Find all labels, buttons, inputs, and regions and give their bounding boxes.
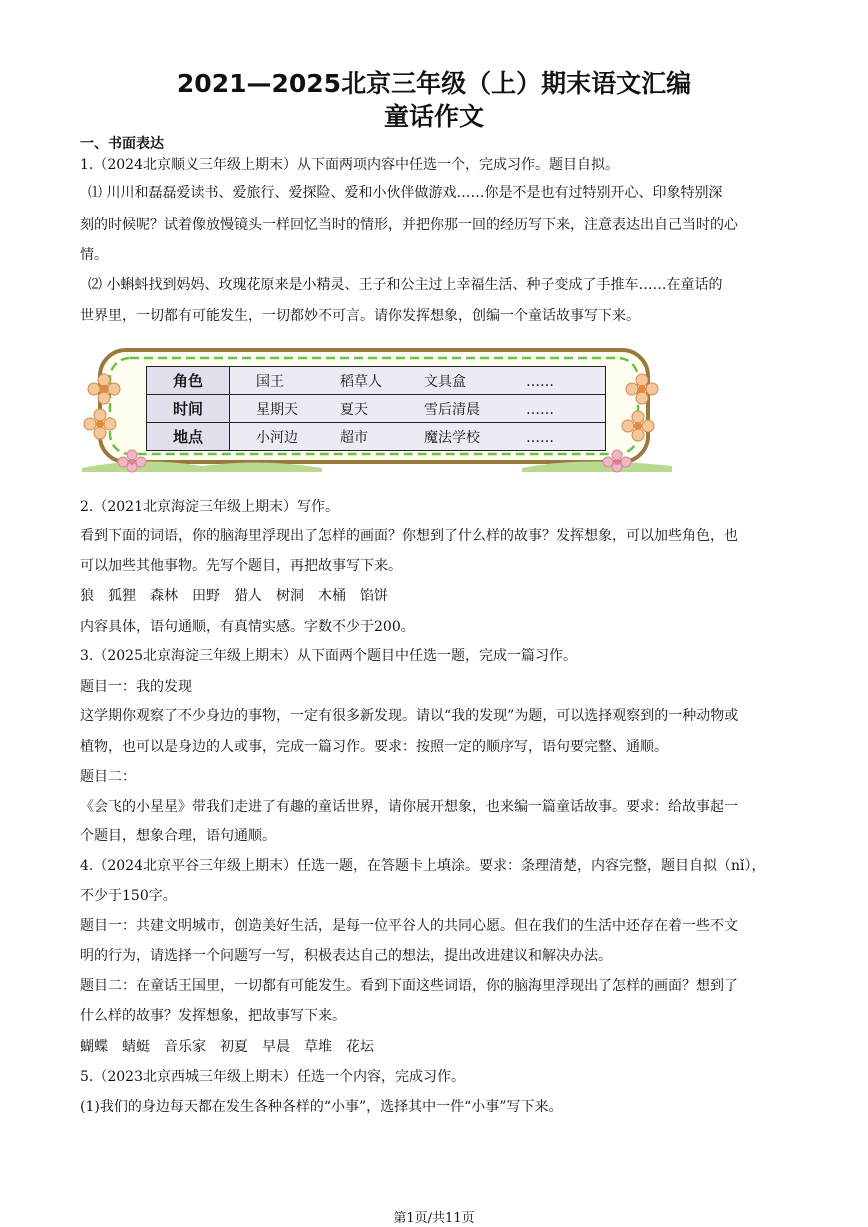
table-row bbox=[147, 367, 606, 395]
text-line: 《会飞的小星星》带我们走进了有趣的童话世界，请你展开想象，也来编一篇童话故事。要求：给故事起一 bbox=[80, 799, 738, 815]
text-line: 1.（2024北京顺义三年级上期末）从下面两项内容中任选一个，完成习作。题目自拟。 bbox=[80, 157, 619, 173]
row-header: 角色 bbox=[147, 367, 230, 395]
text-line: 看到下面的词语，你的脑海里浮现出了怎样的画面？你想到了什么样的故事？发挥想象，可以加些角色，也 bbox=[80, 528, 738, 544]
document-subtitle: 童话作文 bbox=[383, 102, 484, 131]
text-line: 植物，也可以是身边的人或事，完成一篇习作。要求：按照一定的顺序写，语句要完整、通顺。 bbox=[80, 739, 668, 755]
table-cell: 魔法学校 bbox=[424, 429, 480, 446]
text-line: 5.（2023北京西城三年级上期末）任选一个内容，完成习作。 bbox=[80, 1069, 465, 1085]
text-line: (1)我们的身边每天都在发生各种各样的“小事”，选择其中一件“小事”写下来。 bbox=[80, 1099, 563, 1115]
text-line: 内容具体，语句通顺，有真情实感。字数不少于200。 bbox=[80, 619, 415, 635]
row-values bbox=[230, 395, 606, 423]
text-line: ⑴ 川川和磊磊爱读书、爱旅行、爱探险、爱和小伙伴做游戏……你是不是也有过特别开心、印象特别深 bbox=[88, 185, 723, 201]
story-elements-frame bbox=[82, 344, 672, 476]
table-cell: 稻草人 bbox=[340, 373, 382, 390]
row-header: 时间 bbox=[147, 395, 230, 423]
table-cell: 文具盒 bbox=[424, 373, 466, 390]
row-header: 地点 bbox=[147, 423, 230, 451]
table-cell: 超市 bbox=[340, 429, 368, 446]
table-row bbox=[147, 395, 606, 423]
table-cell: 星期天 bbox=[256, 401, 298, 418]
text-line: 题目二：在童话王国里，一切都有可能发生。看到下面这些词语，你的脑海里浮现出了怎样的画面？想到了 bbox=[80, 978, 738, 994]
row-values bbox=[230, 367, 606, 395]
text-line: ⑵ 小蝌蚪找到妈妈、玫瑰花原来是小精灵、王子和公主过上幸福生活、种子变成了手推车……在童话的 bbox=[88, 277, 723, 293]
text-line: 题目一：我的发现 bbox=[80, 679, 192, 695]
table-cell: 夏天 bbox=[340, 401, 368, 418]
table-cell: …… bbox=[526, 373, 554, 390]
text-line: 这学期你观察了不少身边的事物，一定有很多新发现。请以“我的发现”为题，可以选择观察到的一种动物或 bbox=[80, 708, 739, 724]
word-list: 狼 狐狸 森林 田野 猎人 树洞 木桶 馅饼 bbox=[80, 588, 388, 604]
story-elements-table bbox=[146, 366, 606, 451]
text-line: 个题目，想象合理，语句通顺。 bbox=[80, 828, 276, 844]
text-line: 世界里，一切都有可能发生，一切都妙不可言。请你发挥想象，创编一个童话故事写下来。 bbox=[80, 308, 640, 324]
text-line: 刻的时候呢？试着像放慢镜头一样回忆当时的情形，并把你那一回的经历写下来，注意表达出自己当时的心 bbox=[80, 217, 738, 233]
page-number: 第1页/共11页 bbox=[393, 1211, 475, 1226]
text-line: 4.（2024北京平谷三年级上期末）任选一题，在答题卡上填涂。要求：条理清楚，内容完整，题目自拟（nǐ）， bbox=[80, 858, 766, 874]
table-cell: …… bbox=[526, 429, 554, 446]
text-line: 题目一：共建文明城市，创造美好生活，是每一位平谷人的共同心愿。但在我们的生活中还存在着一些不文 bbox=[80, 918, 738, 934]
text-line: 可以加些其他事物。先写个题目，再把故事写下来。 bbox=[80, 558, 402, 574]
table-cell: 小河边 bbox=[256, 429, 298, 446]
text-line: 情。 bbox=[80, 247, 108, 263]
text-line: 什么样的故事？发挥想象，把故事写下来。 bbox=[80, 1008, 346, 1024]
table-cell: …… bbox=[526, 401, 554, 418]
text-line: 3.（2025北京海淀三年级上期末）从下面两个题目中任选一题，完成一篇习作。 bbox=[80, 648, 577, 664]
section-heading: 一、书面表达 bbox=[80, 136, 164, 152]
table-cell: 国王 bbox=[256, 373, 284, 390]
text-line: 2.（2021北京海淀三年级上期末）写作。 bbox=[80, 499, 339, 515]
text-line: 不少于150字。 bbox=[80, 888, 177, 904]
table-row bbox=[147, 423, 606, 451]
text-line: 题目二： bbox=[80, 769, 136, 785]
table-cell: 雪后清晨 bbox=[424, 401, 480, 418]
row-values bbox=[230, 423, 606, 451]
word-list: 蝴蝶 蜻蜓 音乐家 初夏 早晨 草堆 花坛 bbox=[80, 1039, 374, 1055]
document-title: 2021—2025北京三年级（上）期末语文汇编 bbox=[176, 69, 692, 98]
text-line: 明的行为，请选择一个问题写一写，积极表达自己的想法，提出改进建议和解决办法。 bbox=[80, 948, 612, 964]
